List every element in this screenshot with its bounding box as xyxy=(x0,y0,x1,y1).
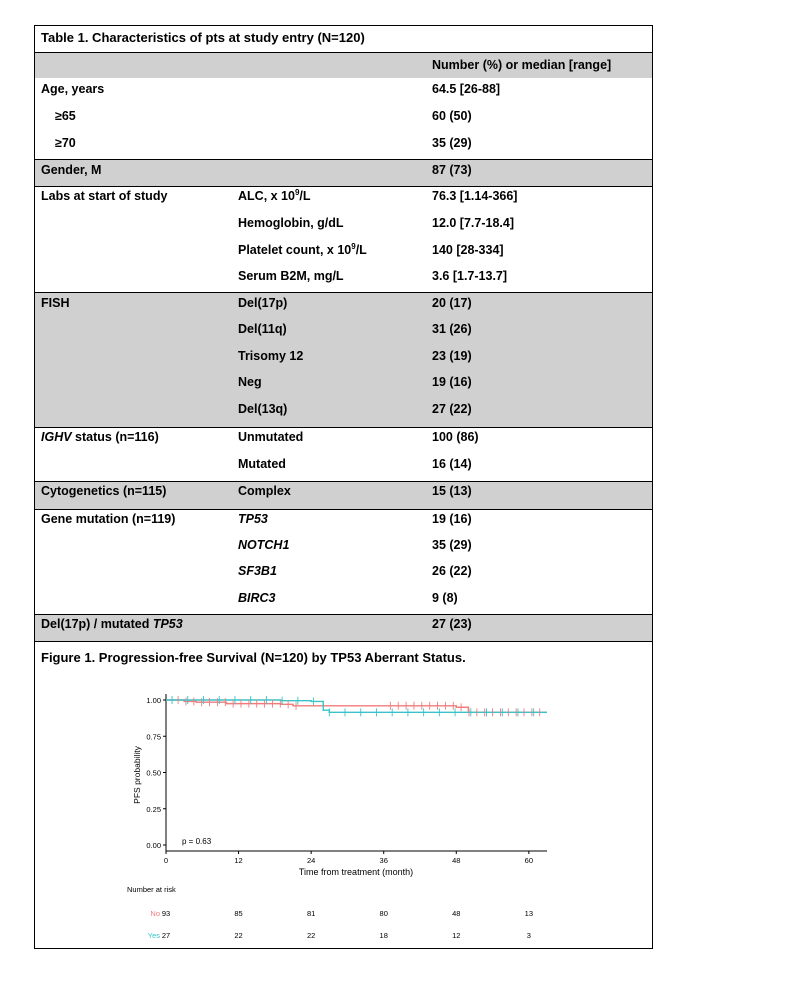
row-value: 87 (73) xyxy=(432,163,472,177)
row-label: Age, years xyxy=(41,82,105,96)
row-value: 31 (26) xyxy=(432,322,472,336)
row-value: 100 (86) xyxy=(432,430,479,444)
row-sublabel: NOTCH1 xyxy=(238,538,290,552)
y-tick-label: 1.00 xyxy=(146,696,161,705)
y-tick-label: 0.75 xyxy=(146,732,161,742)
x-tick-label: 60 xyxy=(524,856,534,865)
header-col3: Number (%) or median [range] xyxy=(432,58,612,72)
x-tick-label: 12 xyxy=(234,856,243,865)
table-title: Table 1. Characteristics of pts at study entry (N=120) xyxy=(41,30,365,45)
row-sublabel: Del(13q) xyxy=(238,402,288,416)
x-axis-label: Time from treatment (month) xyxy=(298,867,414,877)
row-label: Cytogenetics (n=115) xyxy=(41,484,167,498)
row-label: Labs at start of study xyxy=(41,189,168,203)
row-value: 60 (50) xyxy=(432,109,472,123)
risk-count: 48 xyxy=(452,909,461,918)
row-sublabel: Del(17p) xyxy=(238,296,288,310)
row-sublabel: Complex xyxy=(238,484,291,498)
row-value: 19 (16) xyxy=(432,512,472,526)
x-tick-label: 48 xyxy=(452,856,461,865)
km-curve-no xyxy=(166,700,547,712)
row-value: 35 (29) xyxy=(432,538,472,552)
row-value: 76.3 [1.14-366] xyxy=(432,189,518,203)
row-value: 64.5 [26-88] xyxy=(432,82,501,96)
row-label: Del(17p) / mutated TP53 xyxy=(41,617,183,631)
row-sublabel: TP53 xyxy=(238,512,268,526)
row-value: 9 (8) xyxy=(432,591,458,605)
p-value: p = 0.63 xyxy=(182,837,212,846)
row-sublabel: ALC, x $10^9/L$ xyxy=(238,187,311,203)
risk-count: 22 xyxy=(234,931,243,940)
risk-count: 13 xyxy=(524,909,534,918)
x-tick-label: 0 xyxy=(163,856,169,865)
row-sublabel: Serum B2M, mg/L xyxy=(238,269,344,283)
risk-count: 85 xyxy=(234,909,243,918)
row-value: 15 (13) xyxy=(432,484,472,498)
row-sublabel: Del(11q) xyxy=(238,322,287,336)
risk-count: 93 xyxy=(161,909,171,918)
y-tick-label: 0.50 xyxy=(146,768,161,778)
figure-title: Figure 1. Progression-free Survival (N=120) by TP53 Aberrant Status. xyxy=(41,650,466,665)
y-axis-label: PFS probability xyxy=(132,746,142,804)
row-value: 19 (16) xyxy=(432,375,472,389)
row-sublabel: SF3B1 xyxy=(238,564,277,578)
row-sublabel: Trisomy 12 xyxy=(238,349,304,363)
risk-count: 80 xyxy=(379,909,388,918)
row-label: Gender, M xyxy=(41,163,102,177)
row-value: 35 (29) xyxy=(432,136,472,150)
row-label: Gene mutation (n=119) xyxy=(41,512,176,526)
row-sublabel: BIRC3 xyxy=(238,591,276,605)
row-label: ≥70 xyxy=(55,136,76,150)
risk-table-title: Number at risk xyxy=(127,885,176,894)
row-value: 26 (22) xyxy=(432,564,472,578)
x-tick-label: 36 xyxy=(379,856,388,865)
risk-count: 12 xyxy=(452,931,461,940)
risk-count: 81 xyxy=(306,909,316,918)
row-value: 140 [28-334] xyxy=(432,243,504,257)
row-value: 23 (19) xyxy=(432,349,472,363)
row-sublabel: Platelet count, x $10^9/L$ xyxy=(238,241,367,257)
row-label: IGHV status (n=116) xyxy=(41,430,159,444)
row-sublabel: Unmutated xyxy=(238,430,304,444)
risk-count: 3 xyxy=(526,931,531,940)
row-value: 27 (22) xyxy=(432,402,472,416)
row-value: 27 (23) xyxy=(432,617,472,631)
row-label: ≥65 xyxy=(55,109,76,123)
risk-count: 27 xyxy=(161,931,171,940)
row-sublabel: Mutated xyxy=(238,457,286,471)
risk-count: 18 xyxy=(379,931,388,940)
row-value: 12.0 [7.7-18.4] xyxy=(432,216,514,230)
risk-row-label: No xyxy=(150,909,160,918)
row-label: FISH xyxy=(41,296,70,310)
row-value: 20 (17) xyxy=(432,296,472,310)
y-tick-label: 0.25 xyxy=(146,804,161,814)
x-tick-label: 24 xyxy=(306,856,316,865)
y-tick-label: 0.00 xyxy=(146,841,161,850)
row-value: 3.6 [1.7-13.7] xyxy=(432,269,508,283)
risk-row-label: Yes xyxy=(147,931,160,940)
row-value: 16 (14) xyxy=(432,457,472,471)
row-sublabel: Neg xyxy=(238,375,262,389)
row-sublabel: Hemoglobin, g/dL xyxy=(238,216,344,230)
risk-count: 22 xyxy=(306,931,316,940)
